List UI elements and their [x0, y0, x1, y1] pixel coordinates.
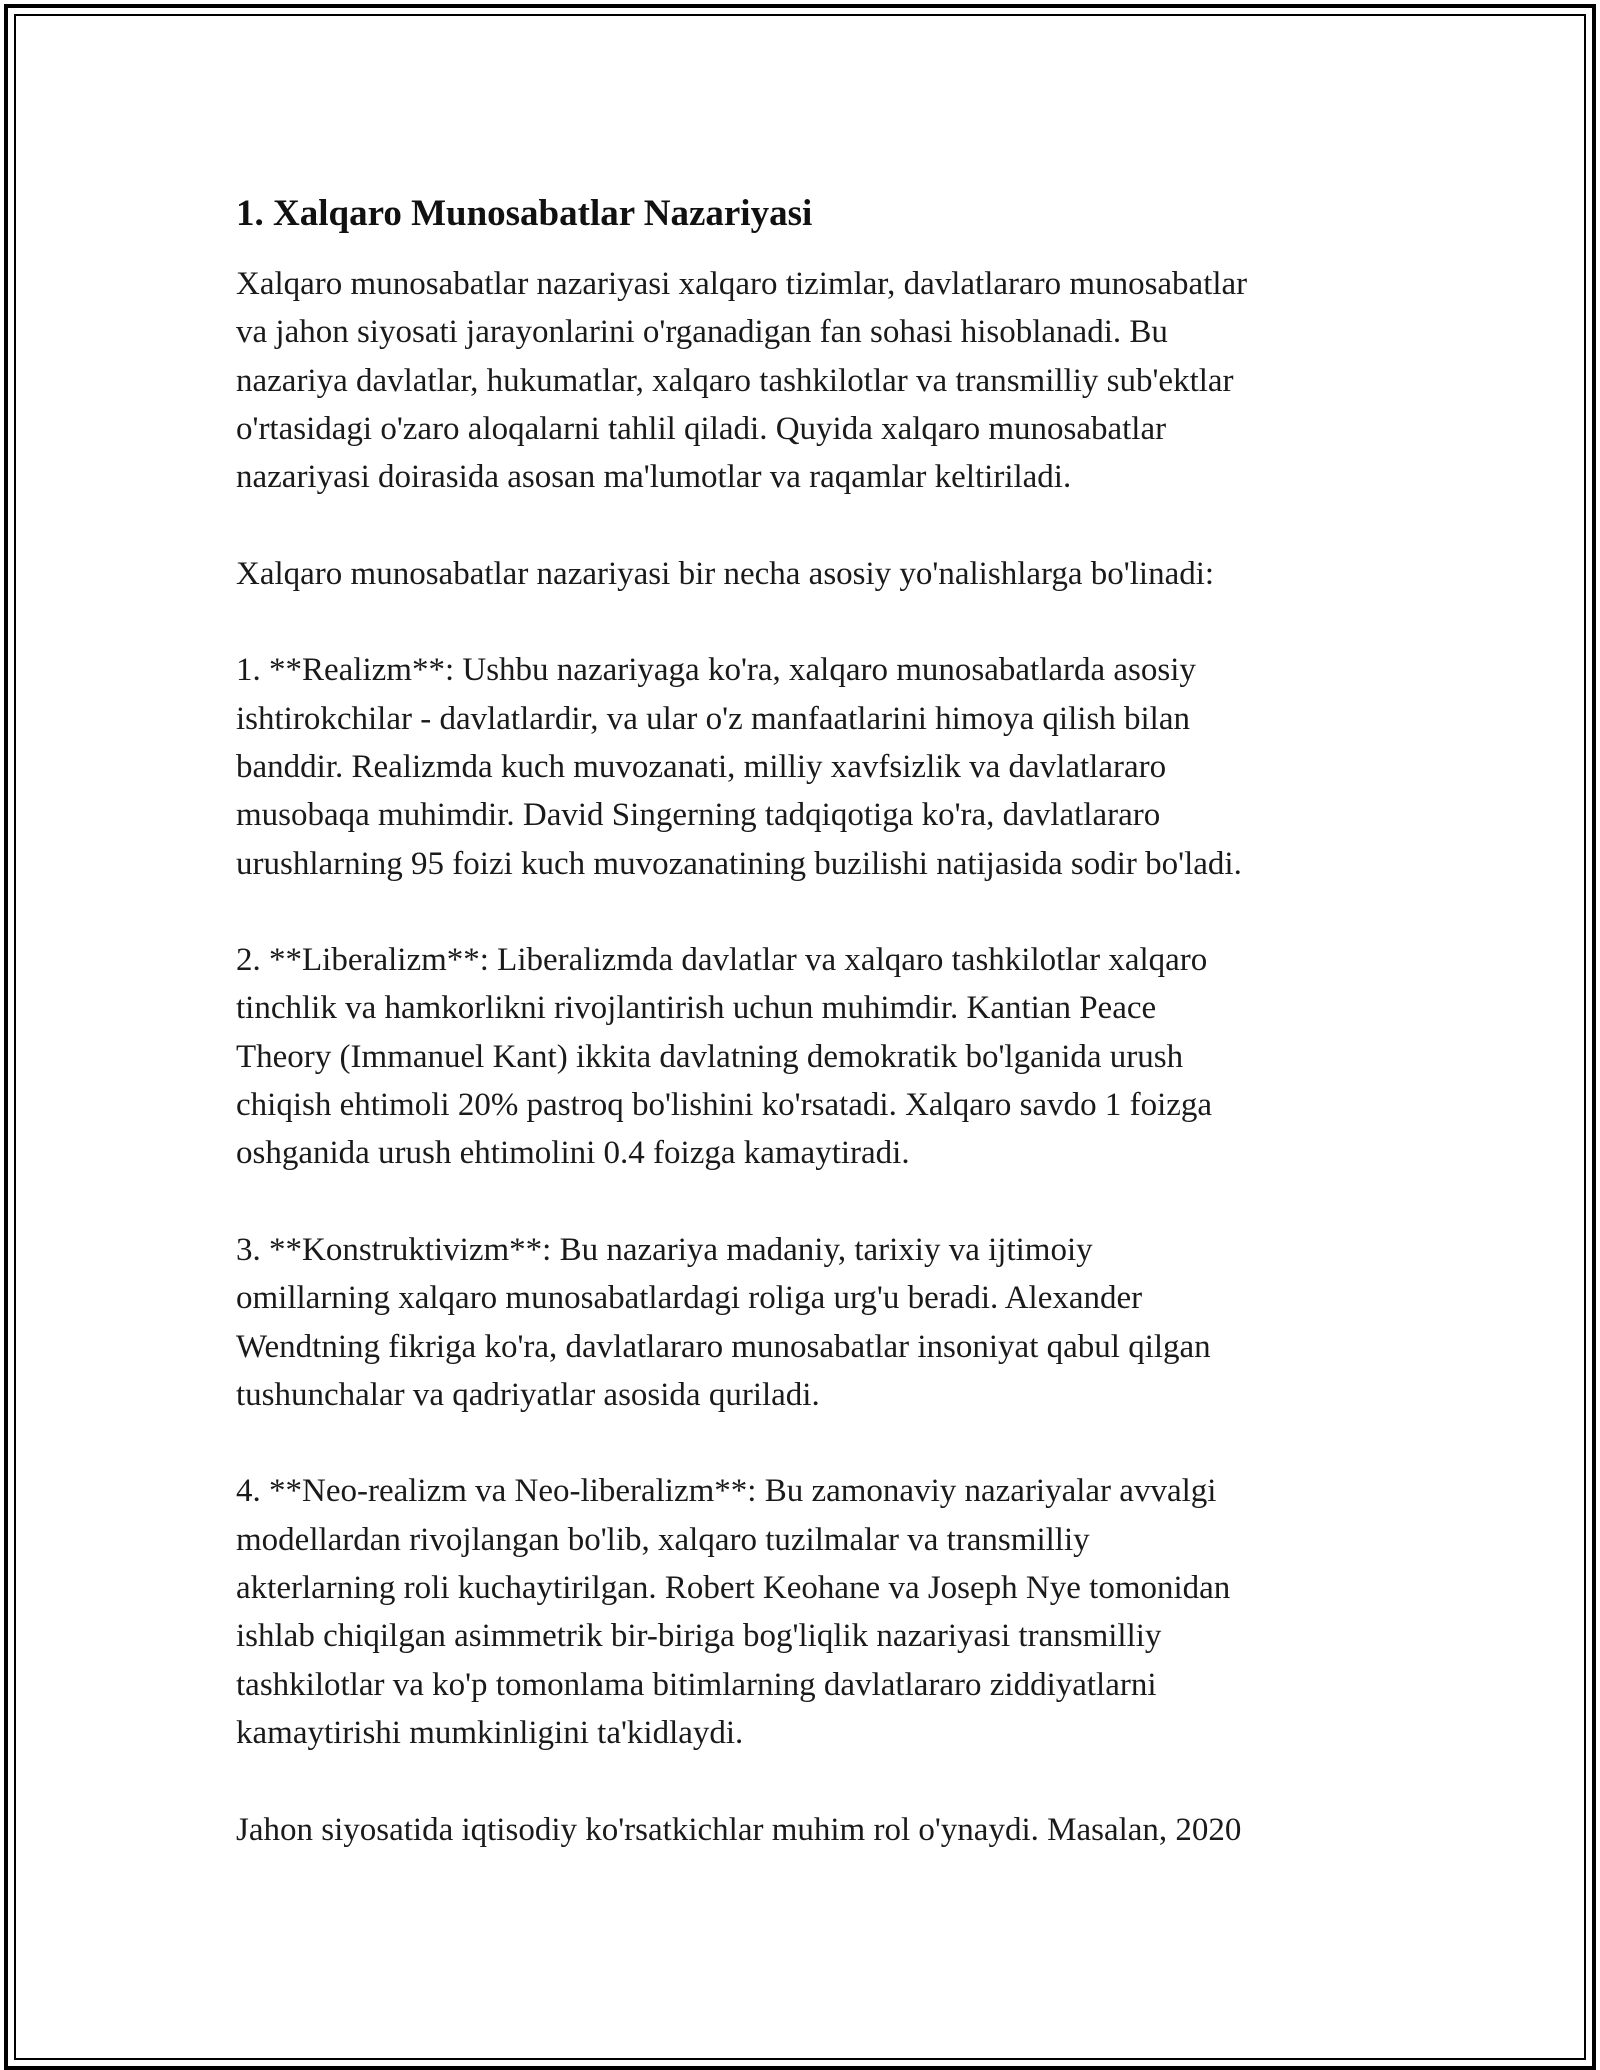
liberalism-paragraph: 2. **Liberalizm**: Liberalizmda davlatlar va xalqaro tashkilotlar xalqaro tinchlik va hamkorlikni rivojlantirish uchun muhimdir. Kantian Peace Theory (Immanuel Kant) ikkita davlatning demokratik bo'lganida urush chiqish ehtimoli 20% pastroq bo'lishini ko'rsatadi. Xalqaro savdo 1 foizga oshganida urush ehtimolini 0.4 foizga kamaytiradi. [236, 942, 1213, 1172]
document-title: 1. Xalqaro Munosabatlar Nazariyasi [236, 193, 813, 234]
directions-intro-paragraph: Xalqaro munosabatlar nazariyasi bir necha asosiy yo'nalishlarga bo'linadi: [236, 555, 1215, 592]
neo-theories-paragraph: 4. **Neo-realizm va Neo-liberalizm**: Bu zamonaviy nazariyalar avvalgi modellardan rivojlangan bo'lib, xalqaro tuzilmalar va transmilliy akterlarning roli kuchaytirilgan. Robert Keohane va Joseph Nye tomonidan ishlab chiqilgan asimmetrik bir-biriga bog'liqlik nazariyasi transmilliy tashkilotlar va ko'p tomonlama bitimlarning davlatlararo ziddiyatlarni kamaytirishi mumkinligini ta'kidlaydi. [236, 1473, 1231, 1751]
economic-indicators-paragraph: Jahon siyosatida iqtisodiy ko'rsatkichlar muhim rol o'ynaydi. Masalan, 2020 [236, 1811, 1242, 1848]
document-body [236, 186, 1376, 1854]
intro-paragraph: Xalqaro munosabatlar nazariyasi xalqaro tizimlar, davlatlararo munosabatlar va jahon siyosati jarayonlarini o'rganadigan fan sohasi hisoblanadi. Bu nazariya davlatlar, hukumatlar, xalqaro tashkilotlar va transmilliy sub'ektlar o'rtasidagi o'zaro aloqalarni tahlil qiladi. Quyida xalqaro munosabatlar nazariyasi doirasida asosan ma'lumotlar va raqamlar keltiriladi. [236, 266, 1248, 496]
constructivism-paragraph: 3. **Konstruktivizm**: Bu nazariya madaniy, tarixiy va ijtimoiy omillarning xalqaro munosabatlardagi roliga urg'u beradi. Alexander Wendtning fikriga ko'ra, davlatlararo munosabatlar insoniyat qabul qilgan tushunchalar va qadriyatlar asosida quriladi. [236, 1231, 1211, 1413]
realism-paragraph: 1. **Realizm**: Ushbu nazariyaga ko'ra, xalqaro munosabatlarda asosiy ishtirokchilar - davlatlardir, va ular o'z manfaatlarini himoya qilish bilan banddir. Realizmda kuch muvozanati, milliy xavfsizlik va davlatlararo musobaqa muhimdir. David Singerning tadqiqotiga ko'ra, davlatlararo urushlarning 95 foizi kuch muvozanatining buzilishi natijasida sodir bo'ladi. [236, 652, 1242, 882]
